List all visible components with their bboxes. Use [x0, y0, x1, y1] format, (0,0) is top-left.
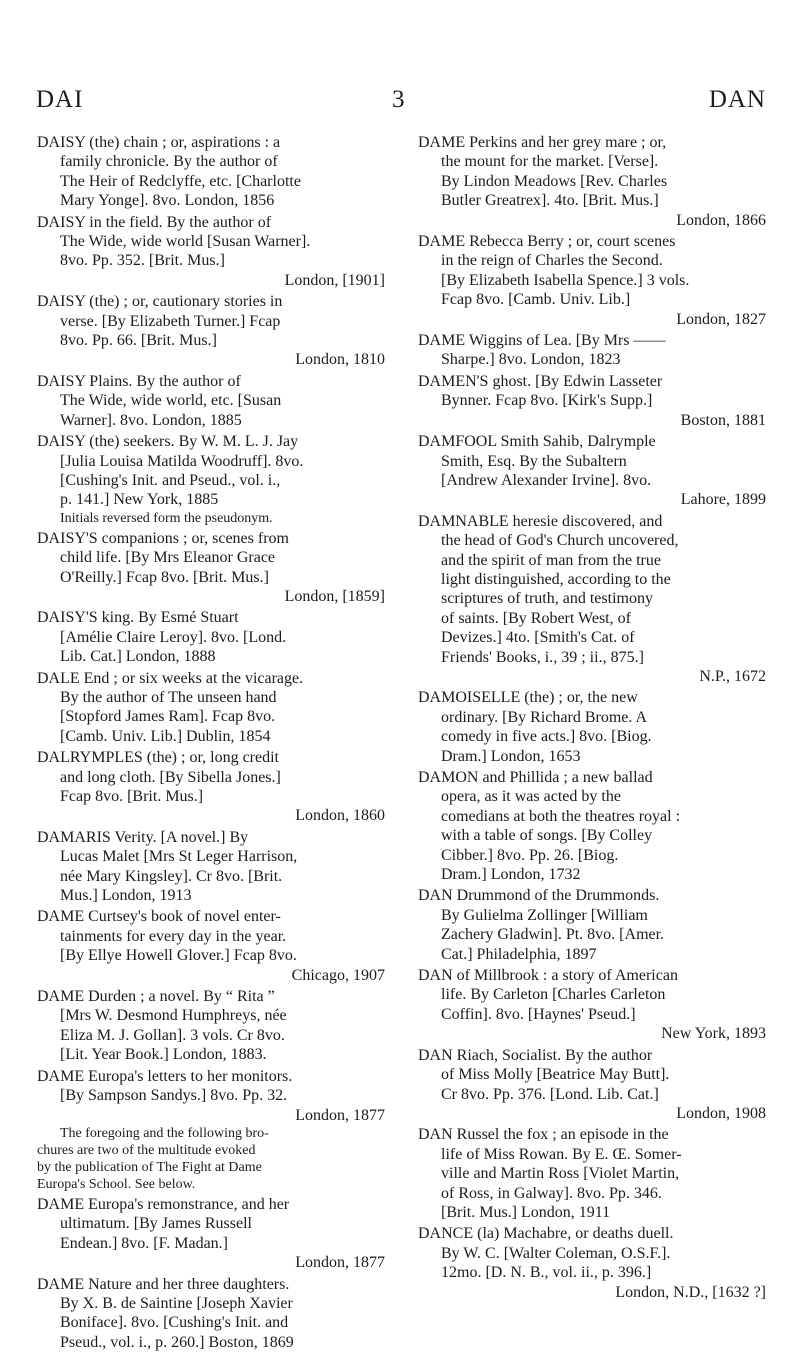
entry-line: life of Miss Rowan. By E. Œ. Somer-: [441, 1145, 682, 1163]
entry-line: New York, 1893: [661, 1025, 766, 1043]
catalogue-entry: [37, 748, 385, 826]
entry-line: ville and Martin Ross [Violet Martin,: [441, 1165, 680, 1183]
entry-line: DAMFOOL Smith Sahib, Dalrymple: [418, 433, 656, 451]
entry-line: DAISY (the) seekers. By W. M. L. J. Jay: [37, 433, 299, 451]
entry-line: [By Ellye Howell Glover.] Fcap 8vo.: [60, 947, 297, 965]
catalogue-entry: [418, 886, 766, 964]
entry-line: family chronicle. By the author of: [60, 153, 278, 171]
header-left: DAI: [36, 86, 84, 113]
entry-line: 8vo. Pp. 352. [Brit. Mus.]: [60, 252, 225, 270]
page-number: 3: [392, 86, 406, 113]
entry-line: of saints. [By Robert West, of: [441, 609, 631, 627]
entry-line: Pseud., vol. i., p. 260.] Boston, 1869: [60, 1333, 294, 1351]
entry-line: Eliza M. J. Gollan]. 3 vols. Cr 8vo.: [60, 1026, 285, 1044]
entry-line: scriptures of truth, and testimony: [441, 590, 653, 608]
entry-line: of Ross, in Galway]. 8vo. Pp. 346.: [441, 1184, 662, 1202]
entry-line: O'Reilly.] Fcap 8vo. [Brit. Mus.]: [60, 568, 269, 586]
entry-line: [Amélie Claire Leroy]. 8vo. [Lond.: [60, 628, 287, 646]
catalogue-entry: [37, 608, 385, 666]
entry-line: DAISY'S king. By Esmé Stuart: [37, 609, 239, 627]
catalogue-entry: [418, 232, 766, 329]
entry-line: London, 1908: [676, 1104, 766, 1122]
entry-line: Bynner. Fcap 8vo. [Kirk's Supp.]: [441, 392, 653, 410]
catalogue-entry: [37, 669, 385, 747]
entry-line: London, 1860: [295, 807, 385, 825]
entry-line: life. By Carleton [Charles Carleton: [441, 986, 666, 1004]
entry-line: [Brit. Mus.] London, 1911: [441, 1203, 611, 1221]
entry-line: Lucas Malet [Mrs St Leger Harrison,: [60, 848, 298, 866]
entry-line: and long cloth. [By Sibella Jones.]: [60, 768, 281, 786]
entry-line: 8vo. Pp. 66. [Brit. Mus.]: [60, 332, 217, 350]
entry-line: of Miss Molly [Beatrice May Butt].: [441, 1066, 670, 1084]
entry-line: DAMON and Phillida ; a new ballad: [418, 769, 653, 786]
entry-line: By X. B. de Saintine [Joseph Xavier: [60, 1294, 293, 1312]
entry-line: London, 1810: [295, 351, 385, 369]
entry-line: [Mrs W. Desmond Humphreys, née: [60, 1007, 287, 1025]
entry-line: DAMNABLE heresie discovered, and: [418, 512, 663, 530]
entry-line: DAME Europa's remonstrance, and her: [37, 1195, 290, 1213]
entry-line: DAME Europa's letters to her monitors.: [37, 1067, 293, 1085]
catalogue-entry: [37, 1195, 385, 1273]
entry-line: and the spirit of man from the true: [441, 551, 661, 569]
entry-note-line: Europa's School. See below.: [37, 1176, 196, 1192]
entry-line: Fcap 8vo. [Brit. Mus.]: [60, 788, 204, 805]
catalogue-entry: [418, 768, 766, 884]
running-header: [0, 86, 800, 116]
entry-line: the mount for the market. [Verse].: [441, 153, 659, 171]
entry-line: The Wide, wide world, etc. [Susan: [60, 392, 282, 410]
entry-line: By Gulielma Zollinger [William: [441, 906, 648, 924]
catalogue-entry: [37, 907, 385, 985]
entry-line: Mus.] London, 1913: [60, 887, 192, 905]
entry-line: DAN Russel the fox ; an episode in the: [418, 1126, 669, 1144]
entry-line: Friends' Books, i., 39 ; ii., 875.]: [441, 648, 644, 666]
entry-line: DAME Durden ; a novel. By “ Rita ”: [37, 988, 275, 1006]
catalogue-entry: [418, 966, 766, 1044]
entry-line: Lib. Cat.] London, 1888: [60, 648, 216, 666]
entry-note-line: by the publication of The Fight at Dame: [37, 1159, 262, 1175]
entry-line: ordinary. [By Richard Brome. A: [441, 708, 648, 726]
entry-line: DAME Rebecca Berry ; or, court scenes: [418, 233, 676, 251]
entry-line: Boston, 1881: [680, 411, 766, 429]
entry-line: child life. [By Mrs Eleanor Grace: [60, 549, 276, 567]
entry-line: ultimatum. [By James Russell: [60, 1215, 252, 1233]
catalogue-entry: [37, 292, 385, 370]
entry-line: Cr 8vo. Pp. 376. [Lond. Lib. Cat.]: [441, 1085, 659, 1103]
entry-line: London, 1827: [676, 310, 766, 328]
entry-line: DAN of Millbrook : a story of American: [418, 967, 678, 985]
entry-line: Lahore, 1899: [680, 491, 766, 509]
entry-line: Smith, Esq. By the Subaltern: [441, 452, 627, 470]
entry-line: Zachery Gladwin]. Pt. 8vo. [Amer.: [441, 926, 665, 944]
entry-line: DAMEN'S ghost. [By Edwin Lasseter: [418, 372, 663, 390]
catalogue-entry: [418, 372, 766, 430]
entry-line: Chicago, 1907: [291, 966, 385, 984]
entry-note-line: The foregoing and the following bro-: [60, 1125, 269, 1141]
entry-line: DAISY in the field. By the author of: [37, 213, 272, 231]
catalogue-entry: [37, 432, 385, 527]
entry-line: the head of God's Church uncovered,: [441, 532, 679, 550]
entry-note-line: chures are two of the multitude evoked: [37, 1142, 256, 1158]
entry-line: verse. [By Elizabeth Turner.] Fcap: [60, 312, 281, 330]
entry-line: Dram.] London, 1732: [441, 866, 581, 884]
entry-line: DAME Nature and her three daughters.: [37, 1275, 290, 1293]
entry-line: DAMARIS Verity. [A novel.] By: [37, 828, 249, 846]
entry-line: light distinguished, according to the: [441, 570, 671, 588]
entry-line: Devizes.] 4to. [Smith's Cat. of: [441, 629, 635, 647]
catalogue-entry: [418, 331, 766, 370]
entry-line: [Lit. Year Book.] London, 1883.: [60, 1046, 267, 1064]
entry-line: [Andrew Alexander Irvine]. 8vo.: [441, 471, 652, 489]
entry-line: DAISY Plains. By the author of: [37, 372, 241, 390]
entry-line: Fcap 8vo. [Camb. Univ. Lib.]: [441, 291, 631, 309]
catalogue-entry: [418, 432, 766, 510]
entry-line: London, 1877: [295, 1254, 385, 1272]
entry-line: DAN Riach, Socialist. By the author: [418, 1046, 653, 1064]
entry-line: [Stopford James Ram]. Fcap 8vo.: [60, 708, 276, 726]
entry-line: DAME Perkins and her grey mare ; or,: [418, 134, 667, 151]
entry-line: opera, as it was acted by the: [441, 788, 621, 806]
catalogue-entry: [37, 1275, 385, 1353]
entry-line: N.P., 1672: [699, 667, 766, 685]
entry-line: London, 1877: [295, 1106, 385, 1124]
entry-line: DALE End ; or six weeks at the vicarage.: [37, 669, 304, 687]
entry-line: By Lindon Meadows [Rev. Charles: [441, 172, 668, 190]
catalogue-entry: [418, 133, 766, 230]
catalogue-entry: [418, 688, 766, 766]
catalogue-entry: [37, 133, 385, 211]
entry-line: née Mary Kingsley]. Cr 8vo. [Brit.: [60, 867, 283, 885]
left-column: [37, 133, 385, 1354]
entry-line: By the author of The unseen hand: [60, 688, 277, 706]
catalogue-entry: [37, 529, 385, 607]
entry-line: in the reign of Charles the Second.: [441, 252, 663, 270]
catalogue-entry: [418, 1046, 766, 1124]
catalogue-entry: [37, 372, 385, 430]
catalogue-entry: [418, 512, 766, 687]
entry-line: DAN Drummond of the Drummonds.: [418, 887, 660, 905]
entry-line: The Wide, wide world [Susan Warner].: [60, 233, 311, 251]
entry-line: DAISY (the) chain ; or, aspirations : a: [37, 134, 281, 151]
catalogue-entry: [418, 1224, 766, 1302]
entry-line: with a table of songs. [By Colley: [441, 827, 653, 845]
entry-line: [By Elizabeth Isabella Spence.] 3 vols.: [441, 271, 690, 289]
right-column: [418, 133, 766, 1304]
entry-line: DALRYMPLES (the) ; or, long credit: [37, 749, 279, 767]
entry-line: [Camb. Univ. Lib.] Dublin, 1854: [60, 727, 271, 745]
entry-line: Mary Yonge]. 8vo. London, 1856: [60, 192, 275, 210]
entry-line: Dram.] London, 1653: [441, 747, 581, 765]
entry-line: Boniface]. 8vo. [Cushing's Init. and: [60, 1314, 289, 1332]
entry-line: Endean.] 8vo. [F. Madan.]: [60, 1234, 229, 1252]
entry-note: Initials reversed form the pseudonym.: [60, 510, 273, 526]
entry-line: Sharpe.] 8vo. London, 1823: [441, 351, 621, 369]
entry-line: The Heir of Redclyffe, etc. [Charlotte: [60, 172, 301, 190]
entry-line: [Julia Louisa Matilda Woodruff]. 8vo.: [60, 452, 304, 470]
entry-line: By W. C. [Walter Coleman, O.S.F.].: [441, 1244, 671, 1262]
entry-line: [By Sampson Sandys.] 8vo. Pp. 32.: [60, 1087, 288, 1105]
catalogue-entry: [37, 828, 385, 906]
entry-line: Warner]. 8vo. London, 1885: [60, 411, 242, 429]
entry-line: 12mo. [D. N. B., vol. ii., p. 396.]: [441, 1264, 652, 1282]
catalogue-entry: [418, 1125, 766, 1222]
entry-line: DAMOISELLE (the) ; or, the new: [418, 689, 638, 707]
entry-line: DAISY'S companions ; or, scenes from: [37, 529, 289, 547]
entry-line: DAME Wiggins of Lea. [By Mrs ——: [418, 332, 666, 350]
catalogue-entry: [37, 987, 385, 1065]
entry-line: p. 141.] New York, 1885: [60, 491, 219, 509]
entry-line: tainments for every day in the year.: [60, 927, 287, 945]
entry-line: DAME Curtsey's book of novel enter-: [37, 908, 281, 926]
entry-line: London, [1859]: [284, 587, 385, 605]
entry-line: Butler Greatrex]. 4to. [Brit. Mus.]: [441, 192, 659, 210]
entry-line: London, [1901]: [284, 271, 385, 289]
entry-line: London, N.D., [1632 ?]: [615, 1283, 766, 1301]
entry-line: Coffin]. 8vo. [Haynes' Pseud.]: [441, 1005, 636, 1023]
entry-line: DAISY (the) ; or, cautionary stories in: [37, 293, 283, 311]
entry-line: DANCE (la) Machabre, or deaths duell.: [418, 1225, 674, 1243]
catalogue-entry: [37, 213, 385, 291]
entry-line: London, 1866: [676, 211, 766, 229]
entry-line: comedy in five acts.] 8vo. [Biog.: [441, 728, 652, 746]
entry-line: Cat.] Philadelphia, 1897: [441, 945, 597, 963]
header-right: DAN: [708, 86, 766, 113]
entry-line: Cibber.] 8vo. Pp. 26. [Biog.: [441, 846, 619, 864]
entry-line: comedians at both the theatres royal :: [441, 807, 681, 825]
catalogue-entry: [37, 1067, 385, 1193]
entry-line: [Cushing's Init. and Pseud., vol. i.,: [60, 471, 281, 489]
